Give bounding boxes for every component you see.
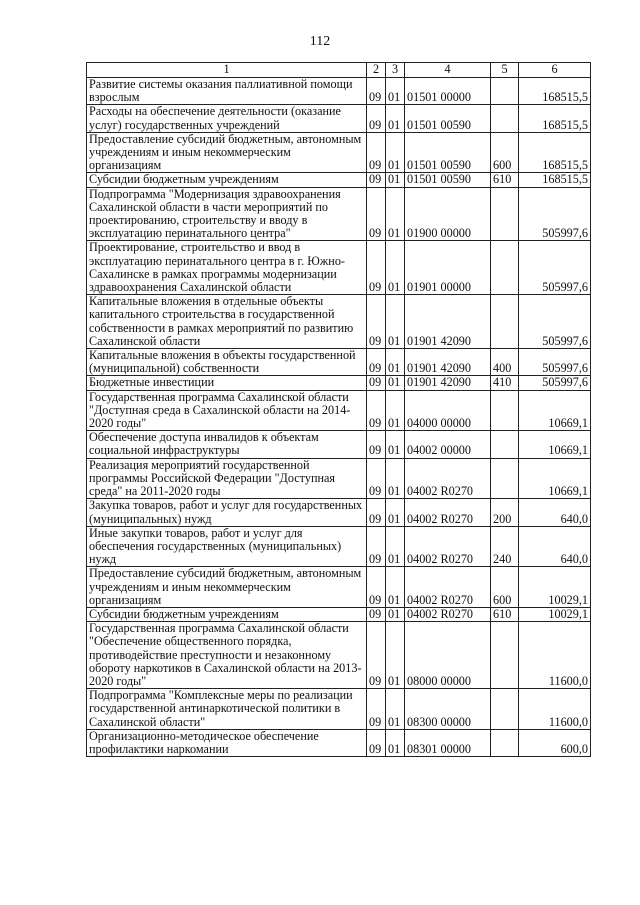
row-col-5 [491,622,519,689]
row-col-2: 09 [367,349,386,376]
row-col-2: 09 [367,689,386,730]
table-row [87,78,591,105]
row-col-3: 01 [386,173,405,187]
row-amount: 505997,6 [519,349,591,376]
row-col-3: 01 [386,390,405,431]
row-name: Реализация мероприятий государственной программы Российской Федерации "Доступная среда" на 2011-2020 годы [87,458,367,499]
row-col-4: 04002 R0270 [405,499,491,526]
row-col-2: 09 [367,729,386,756]
row-amount: 11600,0 [519,622,591,689]
row-col-2: 09 [367,390,386,431]
row-amount: 11600,0 [519,689,591,730]
row-col-3: 01 [386,499,405,526]
row-col-2: 09 [367,132,386,173]
header-col-5: 5 [491,63,519,78]
row-name: Организационно-методическое обеспечение профилактики наркомании [87,729,367,756]
row-col-4: 04002 R0270 [405,458,491,499]
row-col-2: 09 [367,78,386,105]
row-amount: 10029,1 [519,607,591,621]
row-col-3: 01 [386,105,405,132]
row-amount: 168515,5 [519,132,591,173]
row-col-4: 04002 R0270 [405,607,491,621]
row-col-4: 01501 00590 [405,173,491,187]
row-amount: 640,0 [519,499,591,526]
row-col-3: 01 [386,622,405,689]
row-amount: 168515,5 [519,105,591,132]
row-col-5 [491,458,519,499]
row-col-4: 01900 00000 [405,187,491,241]
row-col-3: 01 [386,349,405,376]
header-col-1: 1 [87,63,367,78]
row-name: Капитальные вложения в объекты государственной (муниципальной) собственности [87,349,367,376]
row-col-3: 01 [386,241,405,295]
row-col-4: 04002 R0270 [405,526,491,567]
row-col-5 [491,729,519,756]
row-col-3: 01 [386,78,405,105]
row-name: Обеспечение доступа инвалидов к объектам социальной инфраструктуры [87,431,367,458]
row-name: Предоставление субсидий бюджетным, автономным учреждениям и иным некоммерческим организациям [87,132,367,173]
row-col-5 [491,295,519,349]
row-col-2: 09 [367,567,386,608]
table-row [87,689,591,730]
row-col-4: 01901 00000 [405,241,491,295]
row-name: Субсидии бюджетным учреждениям [87,173,367,187]
row-amount: 168515,5 [519,173,591,187]
row-col-2: 09 [367,187,386,241]
row-col-4: 01901 42090 [405,376,491,390]
row-col-5 [491,431,519,458]
row-name: Предоставление субсидий бюджетным, автономным учреждениям и иным некоммерческим организациям [87,567,367,608]
row-col-5: 610 [491,173,519,187]
row-col-4: 08300 00000 [405,689,491,730]
row-col-5: 200 [491,499,519,526]
row-name: Подпрограмма "Комплексные меры по реализации государственной антинаркотической политики в Сахалинской области" [87,689,367,730]
row-amount: 505997,6 [519,241,591,295]
row-name: Государственная программа Сахалинской области "Обеспечение общественного порядка, противодействие преступности и незаконному обороту наркотиков в Сахалинской области на 2013-2020 годы" [87,622,367,689]
row-col-2: 09 [367,105,386,132]
table-row [87,567,591,608]
table-row [87,295,591,349]
row-col-3: 01 [386,132,405,173]
table-row [87,622,591,689]
header-col-4: 4 [405,63,491,78]
row-col-4: 01501 00590 [405,105,491,132]
table-row [87,241,591,295]
header-col-6: 6 [519,63,591,78]
row-col-2: 09 [367,295,386,349]
row-col-4: 01501 00000 [405,78,491,105]
row-col-3: 01 [386,376,405,390]
row-col-4: 04002 00000 [405,431,491,458]
table-row [87,376,591,390]
row-col-4: 04002 R0270 [405,567,491,608]
row-col-5 [491,78,519,105]
row-col-5: 600 [491,132,519,173]
row-col-2: 09 [367,607,386,621]
page-number: 112 [309,34,331,49]
row-amount: 600,0 [519,729,591,756]
row-name: Расходы на обеспечение деятельности (оказание услуг) государственных учреждений [87,105,367,132]
row-amount: 505997,6 [519,187,591,241]
row-col-4: 01501 00590 [405,132,491,173]
row-amount: 10669,1 [519,390,591,431]
row-col-4: 08000 00000 [405,622,491,689]
budget-table [86,62,591,757]
row-amount: 10669,1 [519,458,591,499]
row-col-2: 09 [367,431,386,458]
table-row [87,729,591,756]
row-amount: 10669,1 [519,431,591,458]
row-col-3: 01 [386,458,405,499]
row-col-5 [491,187,519,241]
row-col-5 [491,689,519,730]
header-row [87,63,591,78]
row-col-3: 01 [386,607,405,621]
row-col-3: 01 [386,526,405,567]
row-col-5 [491,105,519,132]
row-col-3: 01 [386,431,405,458]
row-col-4: 01901 42090 [405,349,491,376]
row-col-2: 09 [367,376,386,390]
row-name: Развитие системы оказания паллиативной помощи взрослым [87,78,367,105]
row-amount: 505997,6 [519,295,591,349]
table-row [87,187,591,241]
row-col-5 [491,241,519,295]
row-col-5 [491,390,519,431]
table-row [87,607,591,621]
row-col-3: 01 [386,689,405,730]
table-row [87,132,591,173]
row-col-4: 08301 00000 [405,729,491,756]
row-col-4: 01901 42090 [405,295,491,349]
row-col-2: 09 [367,622,386,689]
row-amount: 640,0 [519,526,591,567]
row-amount: 168515,5 [519,78,591,105]
row-name: Государственная программа Сахалинской области "Доступная среда в Сахалинской области на 2014-2020 годы" [87,390,367,431]
row-name: Иные закупки товаров, работ и услуг для обеспечения государственных (муниципальных) нужд [87,526,367,567]
row-col-2: 09 [367,173,386,187]
row-col-2: 09 [367,499,386,526]
table-row [87,349,591,376]
row-col-3: 01 [386,729,405,756]
row-name: Подпрограмма "Модернизация здравоохранения Сахалинской области в части мероприятий по проектированию, строительству и вводу в эксплуатацию перинатального центра" [87,187,367,241]
row-amount: 505997,6 [519,376,591,390]
row-name: Проектирование, строительство и ввод в эксплуатацию перинатального центра в г. Южно-Сахалинске в рамках программы модернизации здравоохранения Сахалинской области [87,241,367,295]
row-name: Бюджетные инвестиции [87,376,367,390]
row-col-4: 04000 00000 [405,390,491,431]
header-col-2: 2 [367,63,386,78]
table-row [87,431,591,458]
row-col-5: 610 [491,607,519,621]
table-row [87,105,591,132]
row-name: Закупка товаров, работ и услуг для государственных (муниципальных) нужд [87,499,367,526]
row-name: Капитальные вложения в отдельные объекты капитального строительства в государственной собственности в рамках мероприятий по развитию Сахалинской области [87,295,367,349]
table-row [87,458,591,499]
row-col-5: 240 [491,526,519,567]
row-col-3: 01 [386,187,405,241]
table-row [87,499,591,526]
row-col-2: 09 [367,241,386,295]
row-amount: 10029,1 [519,567,591,608]
table-row [87,173,591,187]
row-col-2: 09 [367,526,386,567]
row-name: Субсидии бюджетным учреждениям [87,607,367,621]
row-col-5: 600 [491,567,519,608]
table-row [87,526,591,567]
row-col-3: 01 [386,567,405,608]
row-col-2: 09 [367,458,386,499]
header-col-3: 3 [386,63,405,78]
table-row [87,390,591,431]
row-col-5: 410 [491,376,519,390]
row-col-3: 01 [386,295,405,349]
row-col-5: 400 [491,349,519,376]
